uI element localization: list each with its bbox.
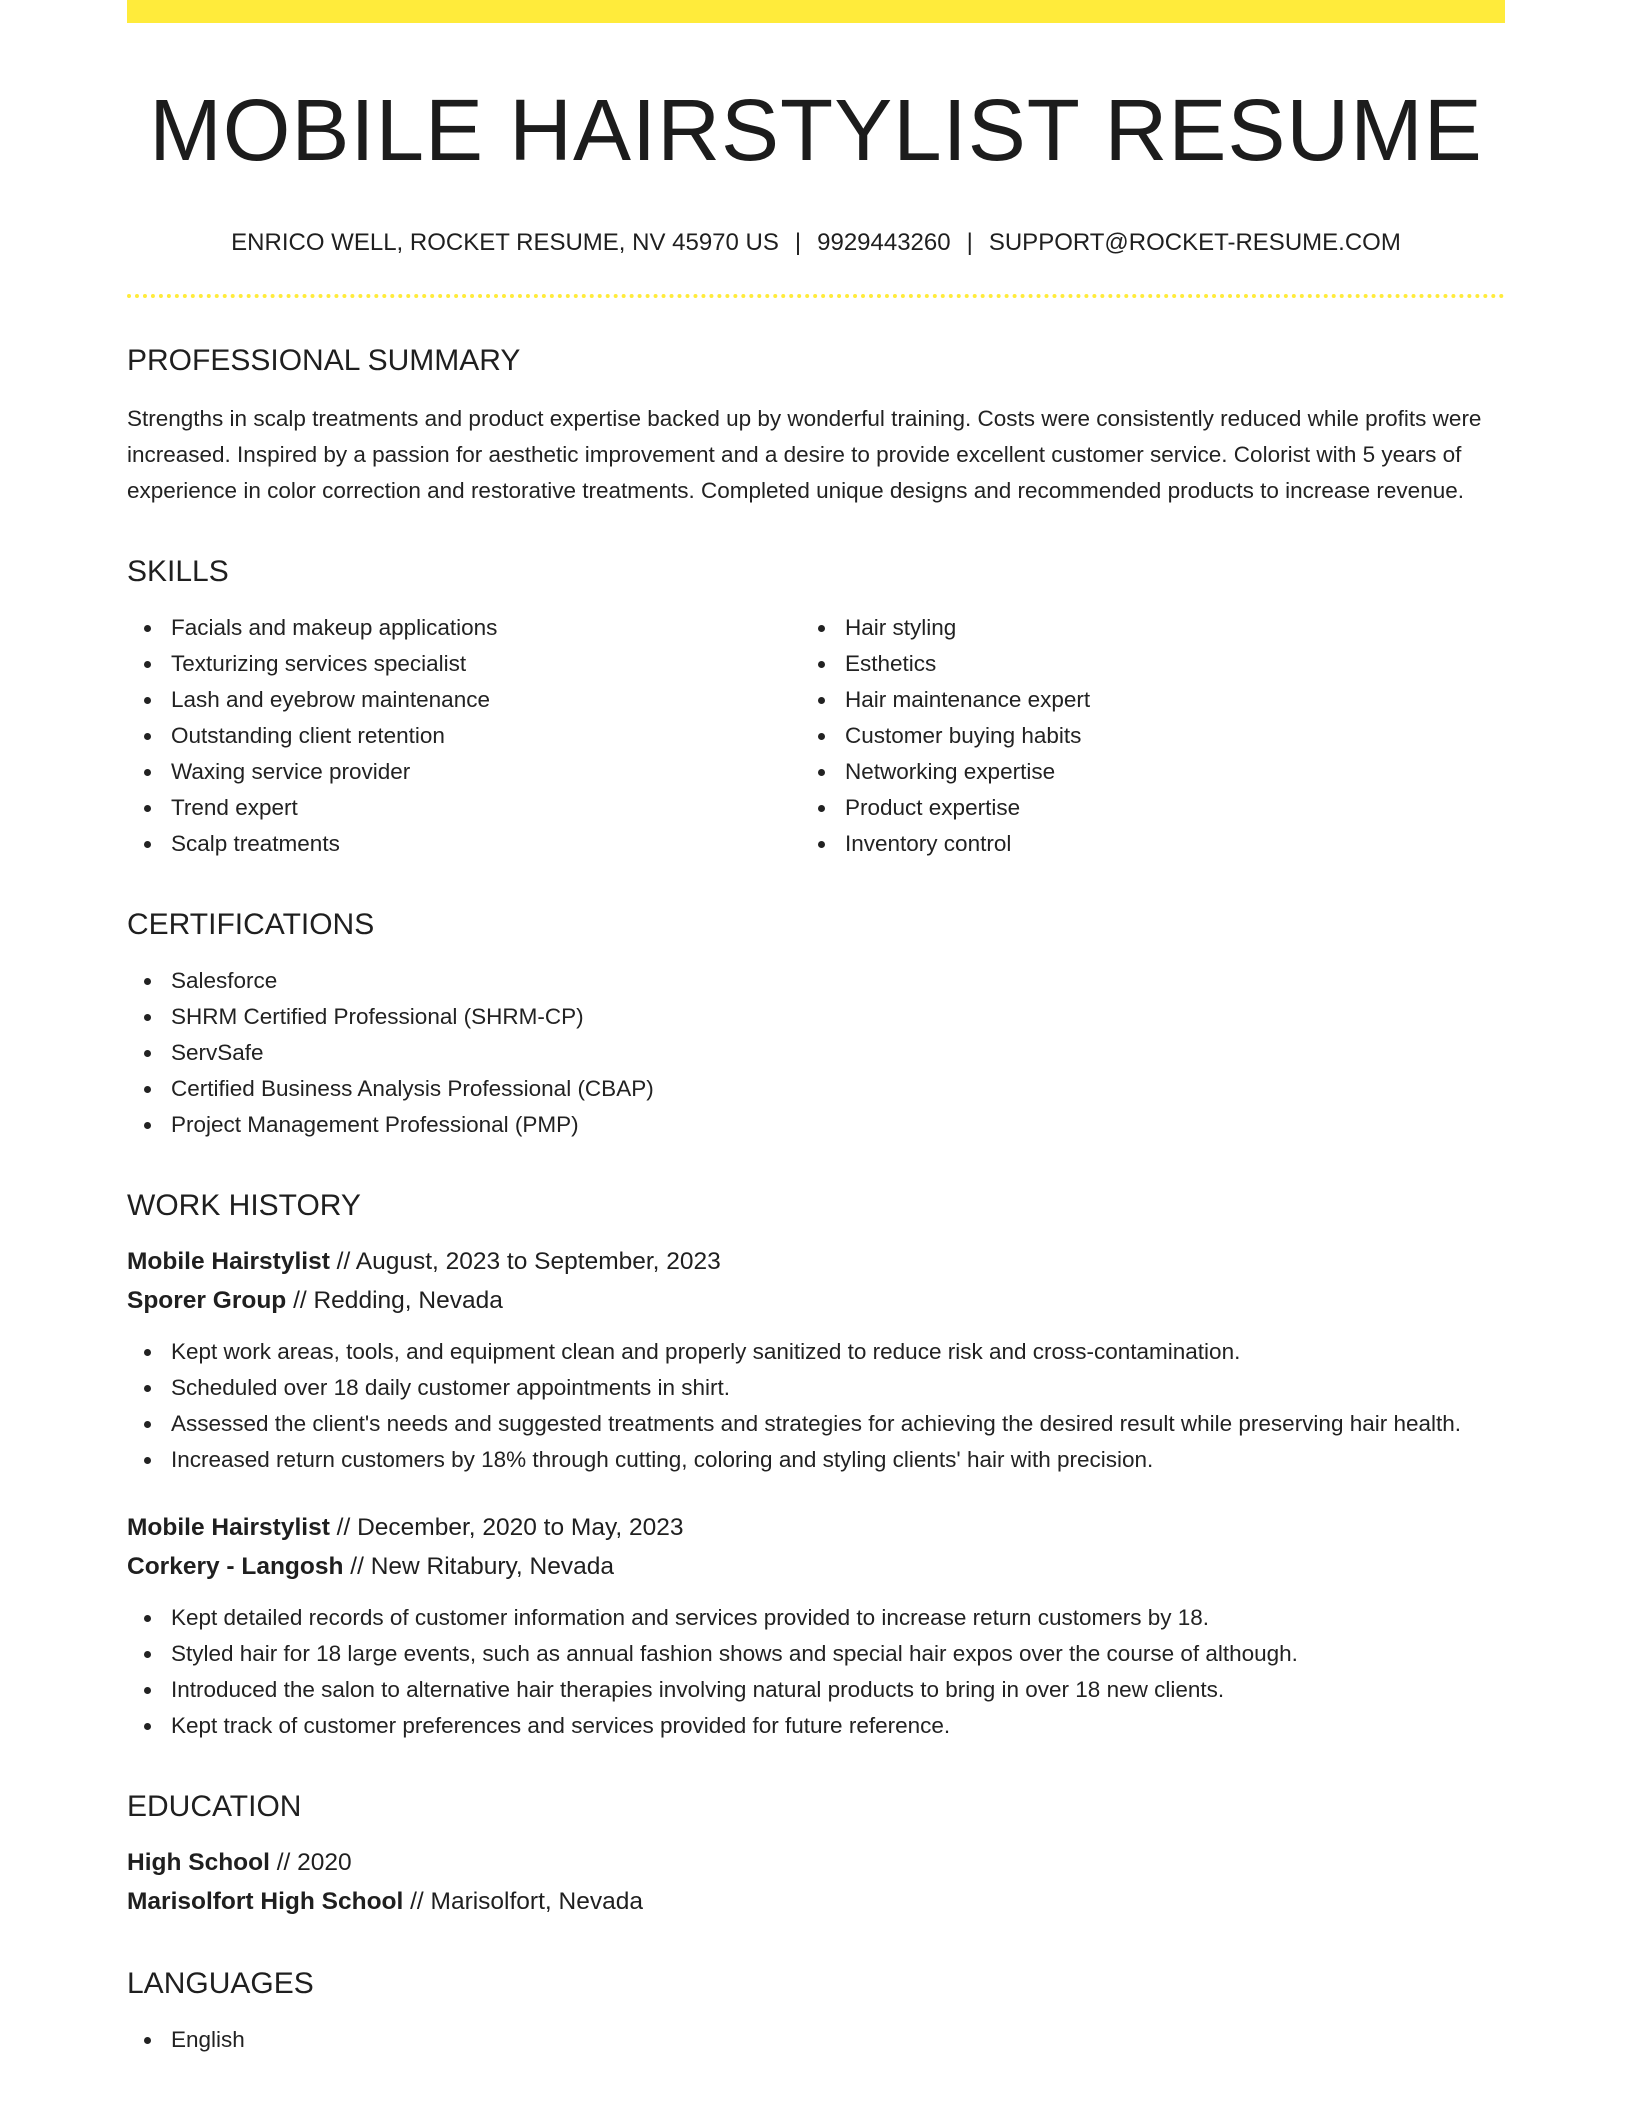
job-location: // New Ritabury, Nevada [343, 1552, 614, 1580]
job-company: Sporer Group [127, 1286, 287, 1314]
list-item: Kept detailed records of customer information and services provided to increase return customers by 18. [127, 1600, 1505, 1636]
contact-phone: 9929443260 [817, 228, 951, 256]
skills-column-left [127, 610, 801, 862]
work-history-heading: WORK HISTORY [127, 1188, 361, 1222]
job-dates: // August, 2023 to September, 2023 [329, 1247, 721, 1275]
list-item: SHRM Certified Professional (SHRM-CP) [127, 999, 1505, 1035]
education-location: // Marisolfort, Nevada [403, 1887, 643, 1915]
list-item: English [127, 2022, 1505, 2058]
job-title: Mobile Hairstylist [127, 1513, 330, 1541]
list-item: Trend expert [127, 790, 801, 826]
list-item: ServSafe [127, 1035, 1505, 1071]
job-duties-list [127, 1334, 1505, 1478]
job-dates: // December, 2020 to May, 2023 [329, 1513, 684, 1541]
list-item: Assessed the client's needs and suggested treatments and strategies for achieving the desired result while preserving hair health. [127, 1406, 1505, 1442]
education-degree-line [127, 1843, 1505, 1882]
skills-grid [127, 610, 1505, 862]
list-item: Product expertise [801, 790, 1505, 826]
education-school-line [127, 1882, 1505, 1921]
contact-separator: | [794, 228, 802, 256]
list-item: Certified Business Analysis Professional (CBAP) [127, 1071, 1505, 1107]
header-divider [127, 294, 1505, 298]
list-item: Kept track of customer preferences and services provided for future reference. [127, 1708, 1505, 1744]
list-item: Texturizing services specialist [127, 646, 801, 682]
list-item: Scheduled over 18 daily customer appointments in shirt. [127, 1370, 1505, 1406]
list-item: Hair maintenance expert [801, 682, 1505, 718]
contact-address: ENRICO WELL, ROCKET RESUME, NV 45970 US [231, 228, 779, 256]
professional-summary-section [127, 344, 1505, 509]
certifications-heading: CERTIFICATIONS [127, 907, 375, 941]
job-location: // Redding, Nevada [286, 1286, 503, 1314]
education-section [127, 1790, 1505, 1921]
list-item: Inventory control [801, 826, 1505, 862]
skills-section [127, 555, 1505, 862]
job-title-line [127, 1242, 1505, 1281]
list-item: Kept work areas, tools, and equipment clean and properly sanitized to reduce risk and cross-contamination. [127, 1334, 1505, 1370]
contact-line [127, 227, 1505, 258]
skills-list-left [127, 610, 801, 862]
certifications-section [127, 908, 1505, 1143]
list-item: Project Management Professional (PMP) [127, 1107, 1505, 1143]
job-title: Mobile Hairstylist [127, 1247, 330, 1275]
list-item: Introduced the salon to alternative hair therapies involving natural products to bring in over 18 new clients. [127, 1672, 1505, 1708]
list-item: Lash and eyebrow maintenance [127, 682, 801, 718]
skills-column-right [801, 610, 1505, 862]
education-year: // 2020 [269, 1848, 352, 1876]
list-item: Scalp treatments [127, 826, 801, 862]
job-title-line [127, 1508, 1505, 1547]
list-item: Facials and makeup applications [127, 610, 801, 646]
list-item: Customer buying habits [801, 718, 1505, 754]
top-accent-bar [127, 0, 1505, 23]
list-item: Increased return customers by 18% through cutting, coloring and styling clients' hair with precision. [127, 1442, 1505, 1478]
job-entry [127, 1242, 1505, 1478]
skills-heading: SKILLS [127, 554, 229, 588]
list-item: Styled hair for 18 large events, such as annual fashion shows and special hair expos over the course of although. [127, 1636, 1505, 1672]
job-duties-list [127, 1600, 1505, 1744]
job-company-line [127, 1547, 1505, 1586]
list-item: Networking expertise [801, 754, 1505, 790]
education-entry [127, 1843, 1505, 1921]
certifications-list [127, 963, 1505, 1143]
job-entry [127, 1508, 1505, 1744]
summary-heading: PROFESSIONAL SUMMARY [127, 343, 521, 377]
languages-heading: LANGUAGES [127, 1966, 314, 2000]
work-history-section [127, 1189, 1505, 1744]
education-degree: High School [127, 1848, 270, 1876]
education-heading: EDUCATION [127, 1789, 302, 1823]
contact-email: SUPPORT@ROCKET-RESUME.COM [988, 228, 1401, 256]
education-school: Marisolfort High School [127, 1887, 404, 1915]
contact-separator: | [966, 228, 973, 256]
job-company: Corkery - Langosh [127, 1552, 344, 1580]
list-item: Hair styling [801, 610, 1505, 646]
job-company-line [127, 1281, 1505, 1320]
list-item: Esthetics [801, 646, 1505, 682]
list-item: Waxing service provider [127, 754, 801, 790]
list-item: Outstanding client retention [127, 718, 801, 754]
skills-list-right [801, 610, 1505, 862]
languages-section [127, 1967, 1505, 2058]
summary-text: Strengths in scalp treatments and product expertise backed up by wonderful training. Costs were consistently reduced while profits were increased. Inspired by a passion for aesthetic improvement and a desire to provide excellent customer service. Colorist with 5 years of experience in color correction and restorative treatments. Completed unique designs and recommended products to increase revenue. [127, 405, 1482, 503]
list-item: Salesforce [127, 963, 1505, 999]
resume-title: MOBILE HAIRSTYLIST RESUME [149, 82, 1483, 179]
languages-list [127, 2022, 1505, 2058]
